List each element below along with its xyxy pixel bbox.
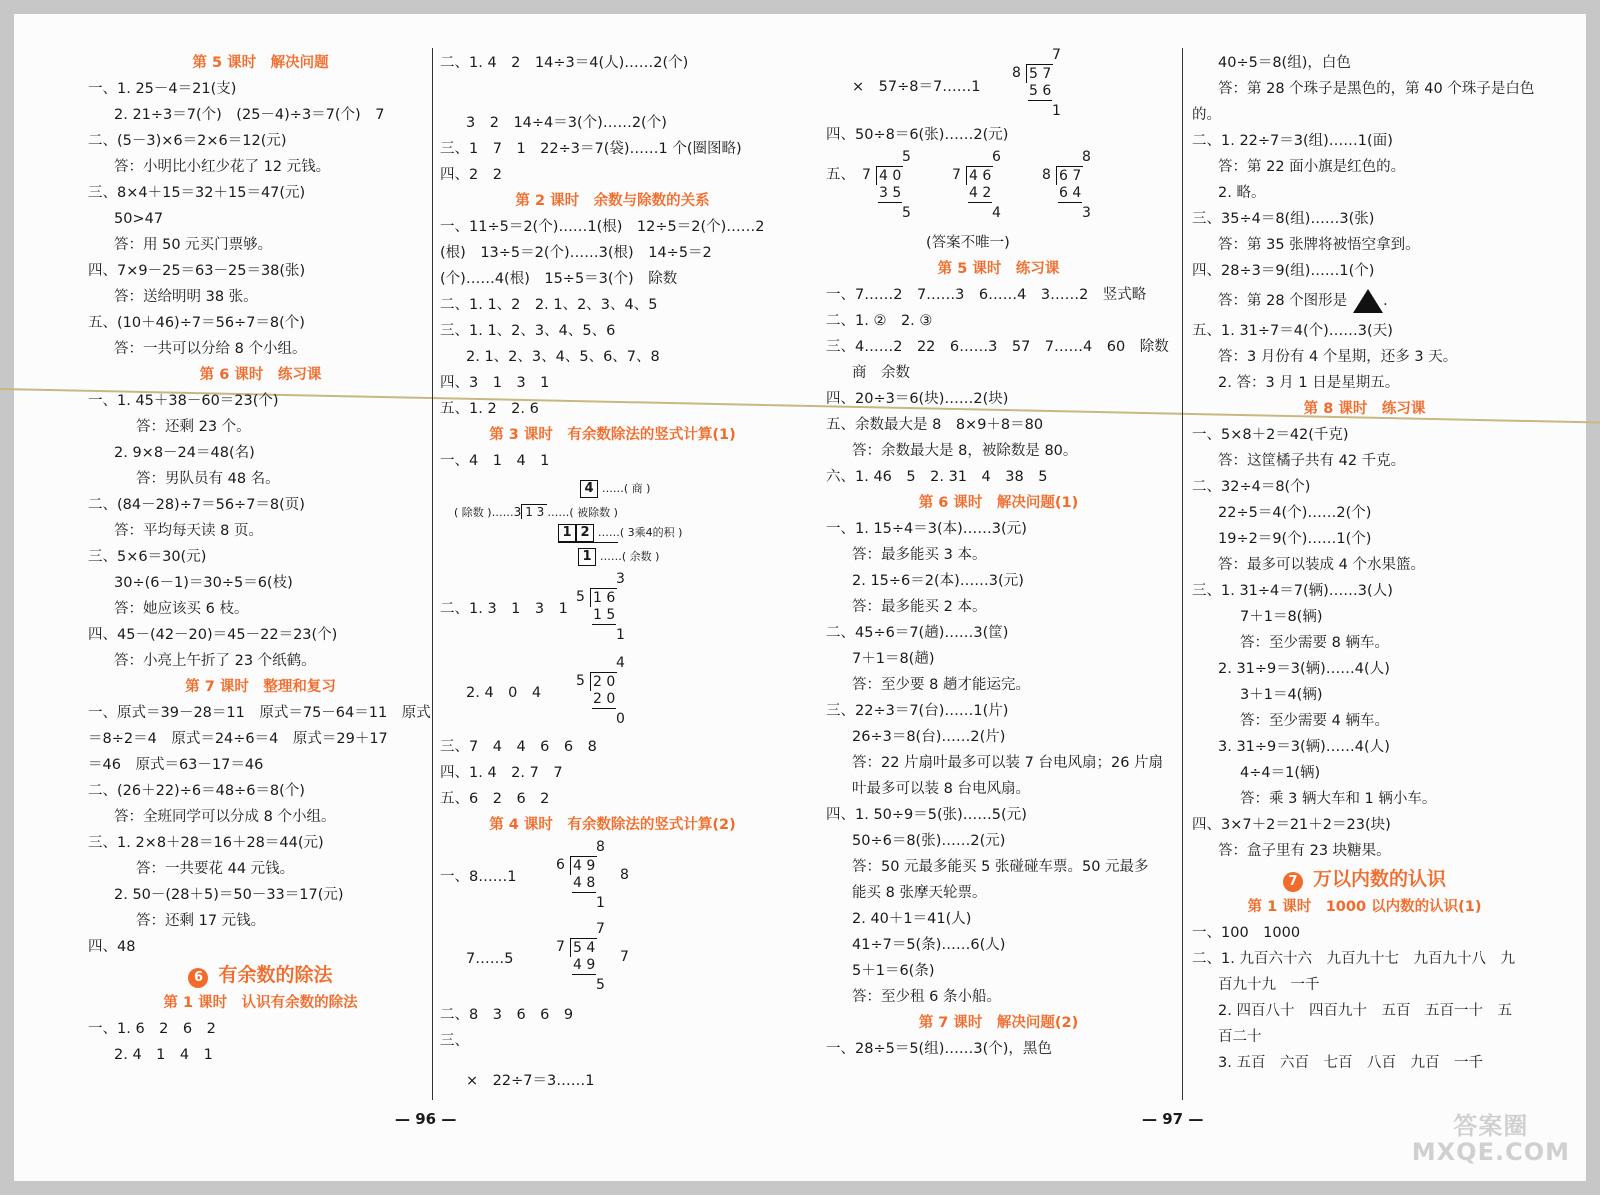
answer-line: 三、1. 2×8＋28＝16＋28＝44(元) — [88, 835, 324, 851]
answer-line: ＝8÷2＝4 原式＝24÷6＝4 原式＝29＋17 — [88, 731, 388, 747]
divisor-label: ( 除数 ) — [454, 506, 492, 519]
answer-line: 答：平均每天读 8 页。 — [114, 523, 263, 539]
answer-line-with-shape: 答：第 28 个图形是 . — [1192, 284, 1537, 318]
lesson-heading: 第 3 课时 有余数除法的竖式计算(1) — [489, 427, 736, 443]
answer-line: 四、2 2 — [440, 167, 502, 183]
watermark-url: MXQE.COM — [1411, 1138, 1570, 1166]
answer-line: 答：她应该买 6 枝。 — [114, 601, 249, 617]
answer-line: 二、45÷6＝7(趟)……3(筐) — [826, 625, 1009, 641]
answer-line: 四、7×9－25＝63－25＝38(张) — [88, 263, 306, 279]
division-dividend: 4 0 — [876, 166, 903, 185]
answer-line: 答：3 月份有 4 个星期，还多 3 天。 — [1218, 349, 1458, 365]
answer-line: 三、 — [440, 1033, 469, 1049]
long-division — [1036, 148, 1116, 224]
circle-diagram — [440, 76, 785, 110]
answer-line: 百九十九 一千 — [1218, 977, 1320, 993]
answer-line: 答：至少要 8 趟才能运完。 — [852, 677, 1030, 693]
answer-line: 一、5×8＋2＝42(千克) — [1192, 427, 1349, 443]
division-side-answer: 7 — [620, 949, 629, 965]
answer-line: 五、1. 2 2. 6 — [440, 401, 539, 417]
answer-with-division — [440, 650, 785, 734]
answer-line: 答：第 28 个珠子是黑色的，第 40 个珠子是白色 — [1218, 81, 1535, 97]
answer-line: 40÷5＝8(组)，白色 — [1218, 55, 1351, 71]
division-dividend: 4 9 — [570, 856, 597, 875]
answer-line: 四、20÷3＝6(块)……2(块) — [826, 391, 1009, 407]
dividend-value: 1 3 — [521, 504, 547, 519]
division-product: 3 5 — [879, 185, 902, 201]
column-divider — [432, 48, 433, 1100]
answer-line: 3. 五百 六百 七百 八百 九百 一千 — [1218, 1055, 1483, 1071]
division-product: 4 9 — [573, 957, 596, 973]
answer-line: 四、48 — [88, 939, 136, 955]
lesson-heading: 第 7 课时 解决问题(2) — [918, 1015, 1079, 1031]
division-remainder: 1 — [1052, 103, 1061, 119]
answer-line: 答：最多能买 2 本。 — [852, 599, 987, 615]
division-dividend: 5 7 — [1026, 64, 1053, 83]
long-division — [570, 570, 650, 646]
long-division — [550, 838, 630, 914]
answer-line: 答：第 35 张牌将被悟空拿到。 — [1218, 237, 1420, 253]
answer-line: 2. 1、2、3、4、5、6、7、8 — [466, 349, 660, 365]
division-divisor: 5 — [576, 673, 585, 689]
division-divisor: 7 — [952, 167, 961, 183]
answer-line: 4÷4＝1(辆) — [1240, 765, 1321, 781]
answer-line: 3. 31÷9＝3(辆)……4(人) — [1218, 739, 1390, 755]
answer-line: 四、50÷8＝6(张)……2(元) — [826, 127, 1009, 143]
answer-line: 一、1. 6 2 6 2 — [88, 1021, 216, 1037]
answer-line: 三、1 7 1 22÷3＝7(袋)……1 个(圈图略) — [440, 141, 742, 157]
division-dividend: 2 0 — [590, 672, 617, 691]
division-dividend: 4 6 — [966, 166, 993, 185]
answer-line: 答：这筐橘子共有 42 千克。 — [1218, 453, 1406, 469]
answer-line: 2. 15÷6＝2(本)……3(元) — [852, 573, 1024, 589]
answer-line: 30÷(6－1)＝30÷5＝6(枝) — [114, 575, 293, 591]
long-division — [856, 148, 936, 224]
division-divisor: 7 — [556, 939, 565, 955]
answer-line: 三、35÷4＝8(组)……3(张) — [1192, 211, 1375, 227]
chapter-title: 有余数的除法 — [218, 964, 333, 986]
answer-line: 叶最多可以装 8 台电风扇。 — [852, 781, 1030, 797]
answer-line: 答：最多能买 3 本。 — [852, 547, 987, 563]
division-dividend: 6 7 — [1056, 166, 1083, 185]
long-division — [570, 654, 650, 730]
division-remainder: 3 — [1082, 205, 1091, 221]
answer-line: 三、22÷3＝7(台)……1(片) — [826, 703, 1009, 719]
answer-line: 一、11÷5＝2(个)……1(根) 12÷5＝2(个)……2 — [440, 219, 765, 235]
lesson-heading: 第 6 课时 练习课 — [199, 367, 322, 383]
answer-line: 答：小亮上午折了 23 个纸鹤。 — [114, 653, 316, 669]
answer-line: 答：送给明明 38 张。 — [114, 289, 258, 305]
lesson-heading: 第 1 课时 1000 以内数的认识(1) — [1247, 899, 1482, 915]
remainder-box: 1 — [578, 548, 596, 566]
answer-line: 四、3 1 3 1 — [440, 375, 550, 391]
division-divisor: 6 — [556, 857, 565, 873]
answer-line: 2. 50－(28＋5)＝50－33＝17(元) — [114, 887, 344, 903]
answer-line: 三、8×4＋15＝32＋15＝47(元) — [88, 185, 306, 201]
product-box: 2 — [576, 524, 594, 542]
answer-line: 六、1. 46 5 2. 31 4 38 5 — [826, 469, 1048, 485]
answer-line: 答：最多可以装成 4 个水果篮。 — [1218, 557, 1425, 573]
answer-line: 7……5 — [466, 951, 514, 967]
remainder-label: ( 余数 ) — [621, 550, 660, 563]
column-divider — [1182, 48, 1183, 1100]
answer-line: 答：22 片扇叶最多可以装 7 台电风扇；26 片扇 — [852, 755, 1164, 771]
answer-line: 答：还剩 23 个。 — [136, 419, 251, 435]
answer-line: 答：用 50 元买门票够。 — [114, 237, 273, 253]
quotient-label: ( 商 ) — [623, 482, 651, 495]
answer-line: 50>47 — [114, 211, 164, 227]
column-2 — [440, 50, 785, 1094]
answer-line: 2. 21÷3＝7(个) (25－4)÷3＝7(个) 7 — [114, 107, 385, 123]
answer-line: 一、1. 15÷4＝3(本)……3(元) — [826, 521, 1027, 537]
lesson-heading: 第 6 课时 解决问题(1) — [918, 495, 1079, 511]
answer-line: 一、28÷5＝5(组)……3(个)，黑色 — [826, 1041, 1052, 1057]
division-remainder: 0 — [616, 711, 625, 727]
column-3 — [826, 47, 1171, 1062]
division-quotient: 3 — [616, 571, 625, 587]
answer-line: 答：盒子里有 23 块糖果。 — [1218, 843, 1391, 859]
watermark-logo-text: 答案圈 — [1453, 1112, 1529, 1140]
division-quotient: 7 — [596, 921, 605, 937]
division-remainder: 4 — [992, 205, 1001, 221]
long-division — [1006, 46, 1086, 122]
answer-line: 答：至少需要 4 辆车。 — [1240, 713, 1389, 729]
division-quotient: 6 — [992, 149, 1001, 165]
division-quotient: 8 — [596, 839, 605, 855]
answer-with-division — [440, 570, 785, 650]
chapter-number-badge: 7 — [1283, 872, 1303, 892]
answer-line: 四、28÷3＝9(组)……1(个) — [1192, 263, 1375, 279]
answer-line: 26÷3＝8(台)……2(片) — [852, 729, 1006, 745]
answer-line: 二、(26＋22)÷6＝48÷6＝8(个) — [88, 783, 305, 799]
answer-line: 答：至少租 6 条小船。 — [852, 989, 1001, 1005]
answer-line: 二、(84－28)÷7＝56÷7＝8(页) — [88, 497, 305, 513]
answer-line: 二、1. 九百六十六 九百九十七 九百九十八 九 — [1192, 951, 1515, 967]
answer-line: 四、3×7＋2＝21＋2＝23(块) — [1192, 817, 1391, 833]
page-number-left: — 96 — — [395, 1110, 457, 1128]
division-product: 6 4 — [1059, 185, 1082, 201]
column-4 — [1192, 50, 1537, 1076]
answer-line: 2. 40＋1＝41(人) — [852, 911, 972, 927]
answer-line: 答：男队员有 48 名。 — [136, 471, 280, 487]
answer-line: 答：余数最大是 8，被除数是 80。 — [852, 443, 1078, 459]
answer-line: (根) 13÷5＝2(个)……3(根) 14÷5＝2 — [440, 245, 712, 261]
answer-line: 二、1. ② 2. ③ — [826, 313, 933, 329]
answer-line: 商 余数 — [852, 365, 910, 381]
long-division — [946, 148, 1026, 224]
answer-line: 一、8……1 — [440, 869, 517, 885]
division-remainder: 1 — [596, 895, 605, 911]
answer-line: 一、7……2 7……3 6……4 3……2 竖式略 — [826, 287, 1147, 303]
answer-line: 22÷5＝4(个)……2(个) — [1218, 505, 1372, 521]
answer-line: 答：全班同学可以分成 8 个小组。 — [114, 809, 336, 825]
answer-line: 2. 答：3 月 1 日是星期五。 — [1218, 375, 1400, 391]
chapter-heading — [88, 960, 433, 990]
division-divisor: 5 — [576, 589, 585, 605]
division-remainder: 5 — [902, 205, 911, 221]
answer-line: 二、8 3 6 6 9 — [440, 1007, 574, 1023]
answer-line: 二、(5－3)×6＝2×6＝12(元) — [88, 133, 287, 149]
chapter-number-badge: 6 — [188, 968, 208, 988]
answer-line: 一、原式＝39－28＝11 原式＝75－64＝11 原式 — [88, 705, 431, 721]
division-product: 4 2 — [969, 185, 992, 201]
lesson-heading: 第 8 课时 练习课 — [1303, 401, 1426, 417]
answer-line: 5＋1＝6(条) — [852, 963, 935, 979]
division-remainder: 5 — [596, 977, 605, 993]
answer-line: 答：至少需要 8 辆车。 — [1240, 635, 1389, 651]
answer-line: (答案不唯一) — [926, 235, 1010, 251]
answer-line: 2. 31÷9＝3(辆)……4(人) — [1218, 661, 1390, 677]
answer-line: 二、32÷4＝8(个) — [1192, 479, 1311, 495]
division-quotient: 7 — [1052, 47, 1061, 63]
answer-line: (个)……4(根) 15÷5＝3(个) 除数 — [440, 271, 678, 287]
answer-line: 2. 略。 — [1218, 185, 1266, 201]
answer-line: 百二十 — [1218, 1029, 1262, 1045]
answer-line: 2. 9×8－24＝48(名) — [114, 445, 255, 461]
answer-line: × 22÷7＝3……1 — [466, 1073, 595, 1089]
division-remainder: 1 — [616, 627, 625, 643]
lesson-heading: 第 4 课时 有余数除法的竖式计算(2) — [489, 817, 736, 833]
division-quotient: 5 — [902, 149, 911, 165]
answer-line: 一、1. 45＋38－60＝23(个) — [88, 393, 279, 409]
answer-line: 2. 4 1 4 1 — [114, 1047, 213, 1063]
answer-line: 答：小明比小红少花了 12 元钱。 — [114, 159, 331, 175]
triangle-icon — [1353, 289, 1383, 313]
divisor-value: 3 — [513, 505, 522, 519]
answer-line: 3 2 14÷4＝3(个)……2(个) — [466, 115, 667, 131]
lesson-heading: 第 7 课时 整理和复习 — [185, 679, 336, 695]
answer-line: 能买 8 张摩天轮票。 — [852, 885, 987, 901]
answer-line: 五、余数最大是 8 8×9＋8＝80 — [826, 417, 1044, 433]
division-divisor: 7 — [862, 167, 871, 183]
division-product: 5 6 — [1029, 83, 1052, 99]
answer-line: 2. 四百八十 四百九十 五百 五百一十 五 — [1218, 1003, 1512, 1019]
answer-line: 50÷6＝8(张)……2(元) — [852, 833, 1006, 849]
chapter-title: 万以内数的认识 — [1312, 868, 1446, 890]
division-quotient: 8 — [1082, 149, 1091, 165]
division-product: 4 8 — [573, 875, 596, 891]
quotient-box: 4 — [580, 480, 598, 498]
answer-line: 一、1. 25－4＝21(支) — [88, 81, 237, 97]
division-product: 2 0 — [593, 691, 616, 707]
answer-line: 二、1. 22÷7＝3(组)……1(面) — [1192, 133, 1393, 149]
answer-line: 一、4 1 4 1 — [440, 453, 550, 469]
answer-line: 答：乘 3 辆大车和 1 辆小车。 — [1240, 791, 1437, 807]
answer-line: 答：还剩 17 元钱。 — [136, 913, 266, 929]
answer-line: 三、4……2 22 6……3 57 7……4 60 除数 — [826, 339, 1169, 355]
lesson-heading: 第 1 课时 认识有余数的除法 — [163, 995, 358, 1011]
answer-line: × 57÷8＝7……1 — [852, 79, 981, 95]
answer-line: 的。 — [1192, 107, 1221, 123]
answer-line: 五、(10＋46)÷7＝56÷7＝8(个) — [88, 315, 305, 331]
division-parts-diagram: 4 ……( 商 ) ( 除数 )……3 1 3 ……( 被除数 ) 1 2 ……( 3乘4的积 ) 1 ……( 余数 ) — [454, 481, 683, 564]
answer-line: 3＋1＝4(辆) — [1240, 687, 1323, 703]
answer-line: 五、1. 31÷7＝4(个)……3(天) — [1192, 323, 1393, 339]
division-dividend: 5 4 — [570, 938, 597, 957]
column-1 — [88, 50, 433, 1068]
answer-line: 一、100 1000 — [1192, 925, 1301, 941]
answer-line: 二、1. 4 2 14÷3＝4(人)……2(个) — [440, 55, 689, 71]
answer-line: 2. 4 0 4 — [466, 685, 542, 701]
answer-line: 四、1. 4 2. 7 7 — [440, 765, 563, 781]
answer-line: 四、1. 50÷9＝5(张)……5(元) — [826, 807, 1027, 823]
answer-line: 三、1. 31÷4＝7(辆)……3(人) — [1192, 583, 1393, 599]
page-number-right: — 97 — — [1142, 1110, 1204, 1128]
answer-with-division — [826, 47, 1171, 122]
answer-line: 三、1. 1、2、3、4、5、6 — [440, 323, 616, 339]
answer-line: 19÷2＝9(个)……1(个) — [1218, 531, 1372, 547]
answer-line: ＝46 原式＝63－17＝46 — [88, 757, 264, 773]
answer-line: 答：第 22 面小旗是红色的。 — [1218, 159, 1406, 175]
answer-line: 二、1. 3 1 3 1 — [440, 601, 568, 617]
division-dividend: 1 6 — [590, 588, 617, 607]
chapter-heading — [1192, 864, 1537, 894]
product-label: ( 3乘4的积 ) — [619, 526, 683, 539]
division-divisor: 8 — [1012, 65, 1021, 81]
watermark — [1412, 1113, 1570, 1165]
answer-with-division — [826, 148, 1171, 230]
answer-line: 7＋1＝8(辆) — [1240, 609, 1323, 625]
answer-line: 答：50 元最多能买 5 张碰碰车票。50 元最多 — [852, 859, 1149, 875]
answer-with-division — [440, 918, 785, 1002]
product-box: 1 — [558, 524, 576, 542]
answer-with-division — [440, 838, 785, 918]
answer-line: 五、6 2 6 2 — [440, 791, 550, 807]
lesson-heading: 第 2 课时 余数与除数的关系 — [515, 193, 710, 209]
division-side-answer: 8 — [620, 867, 629, 883]
answer-line: 二、1. 1、2 2. 1、2、3、4、5 — [440, 297, 658, 313]
long-division — [550, 920, 630, 996]
division-quotient: 4 — [616, 655, 625, 671]
lesson-heading: 第 5 课时 解决问题 — [192, 55, 329, 71]
answer-line: 41÷7＝5(条)……6(人) — [852, 937, 1006, 953]
answer-line: 四、45－(42－20)＝45－22＝23(个) — [88, 627, 338, 643]
answer-line: 五、 — [826, 167, 855, 183]
lesson-heading: 第 5 课时 练习课 — [937, 261, 1060, 277]
answer-line: 三、5×6＝30(元) — [88, 549, 207, 565]
answer-line: 三、7 4 4 6 6 8 — [440, 739, 597, 755]
answer-line: 7＋1＝8(趟) — [852, 651, 935, 667]
answer-line: 答：一共要花 44 元钱。 — [136, 861, 295, 877]
answer-text: 答：第 28 个图形是 — [1218, 293, 1348, 309]
division-divisor: 8 — [1042, 167, 1051, 183]
dividend-label: ( 被除数 ) — [569, 506, 618, 519]
division-product: 1 5 — [593, 607, 616, 623]
answer-line: 答：一共可以分给 8 个小组。 — [114, 341, 307, 357]
